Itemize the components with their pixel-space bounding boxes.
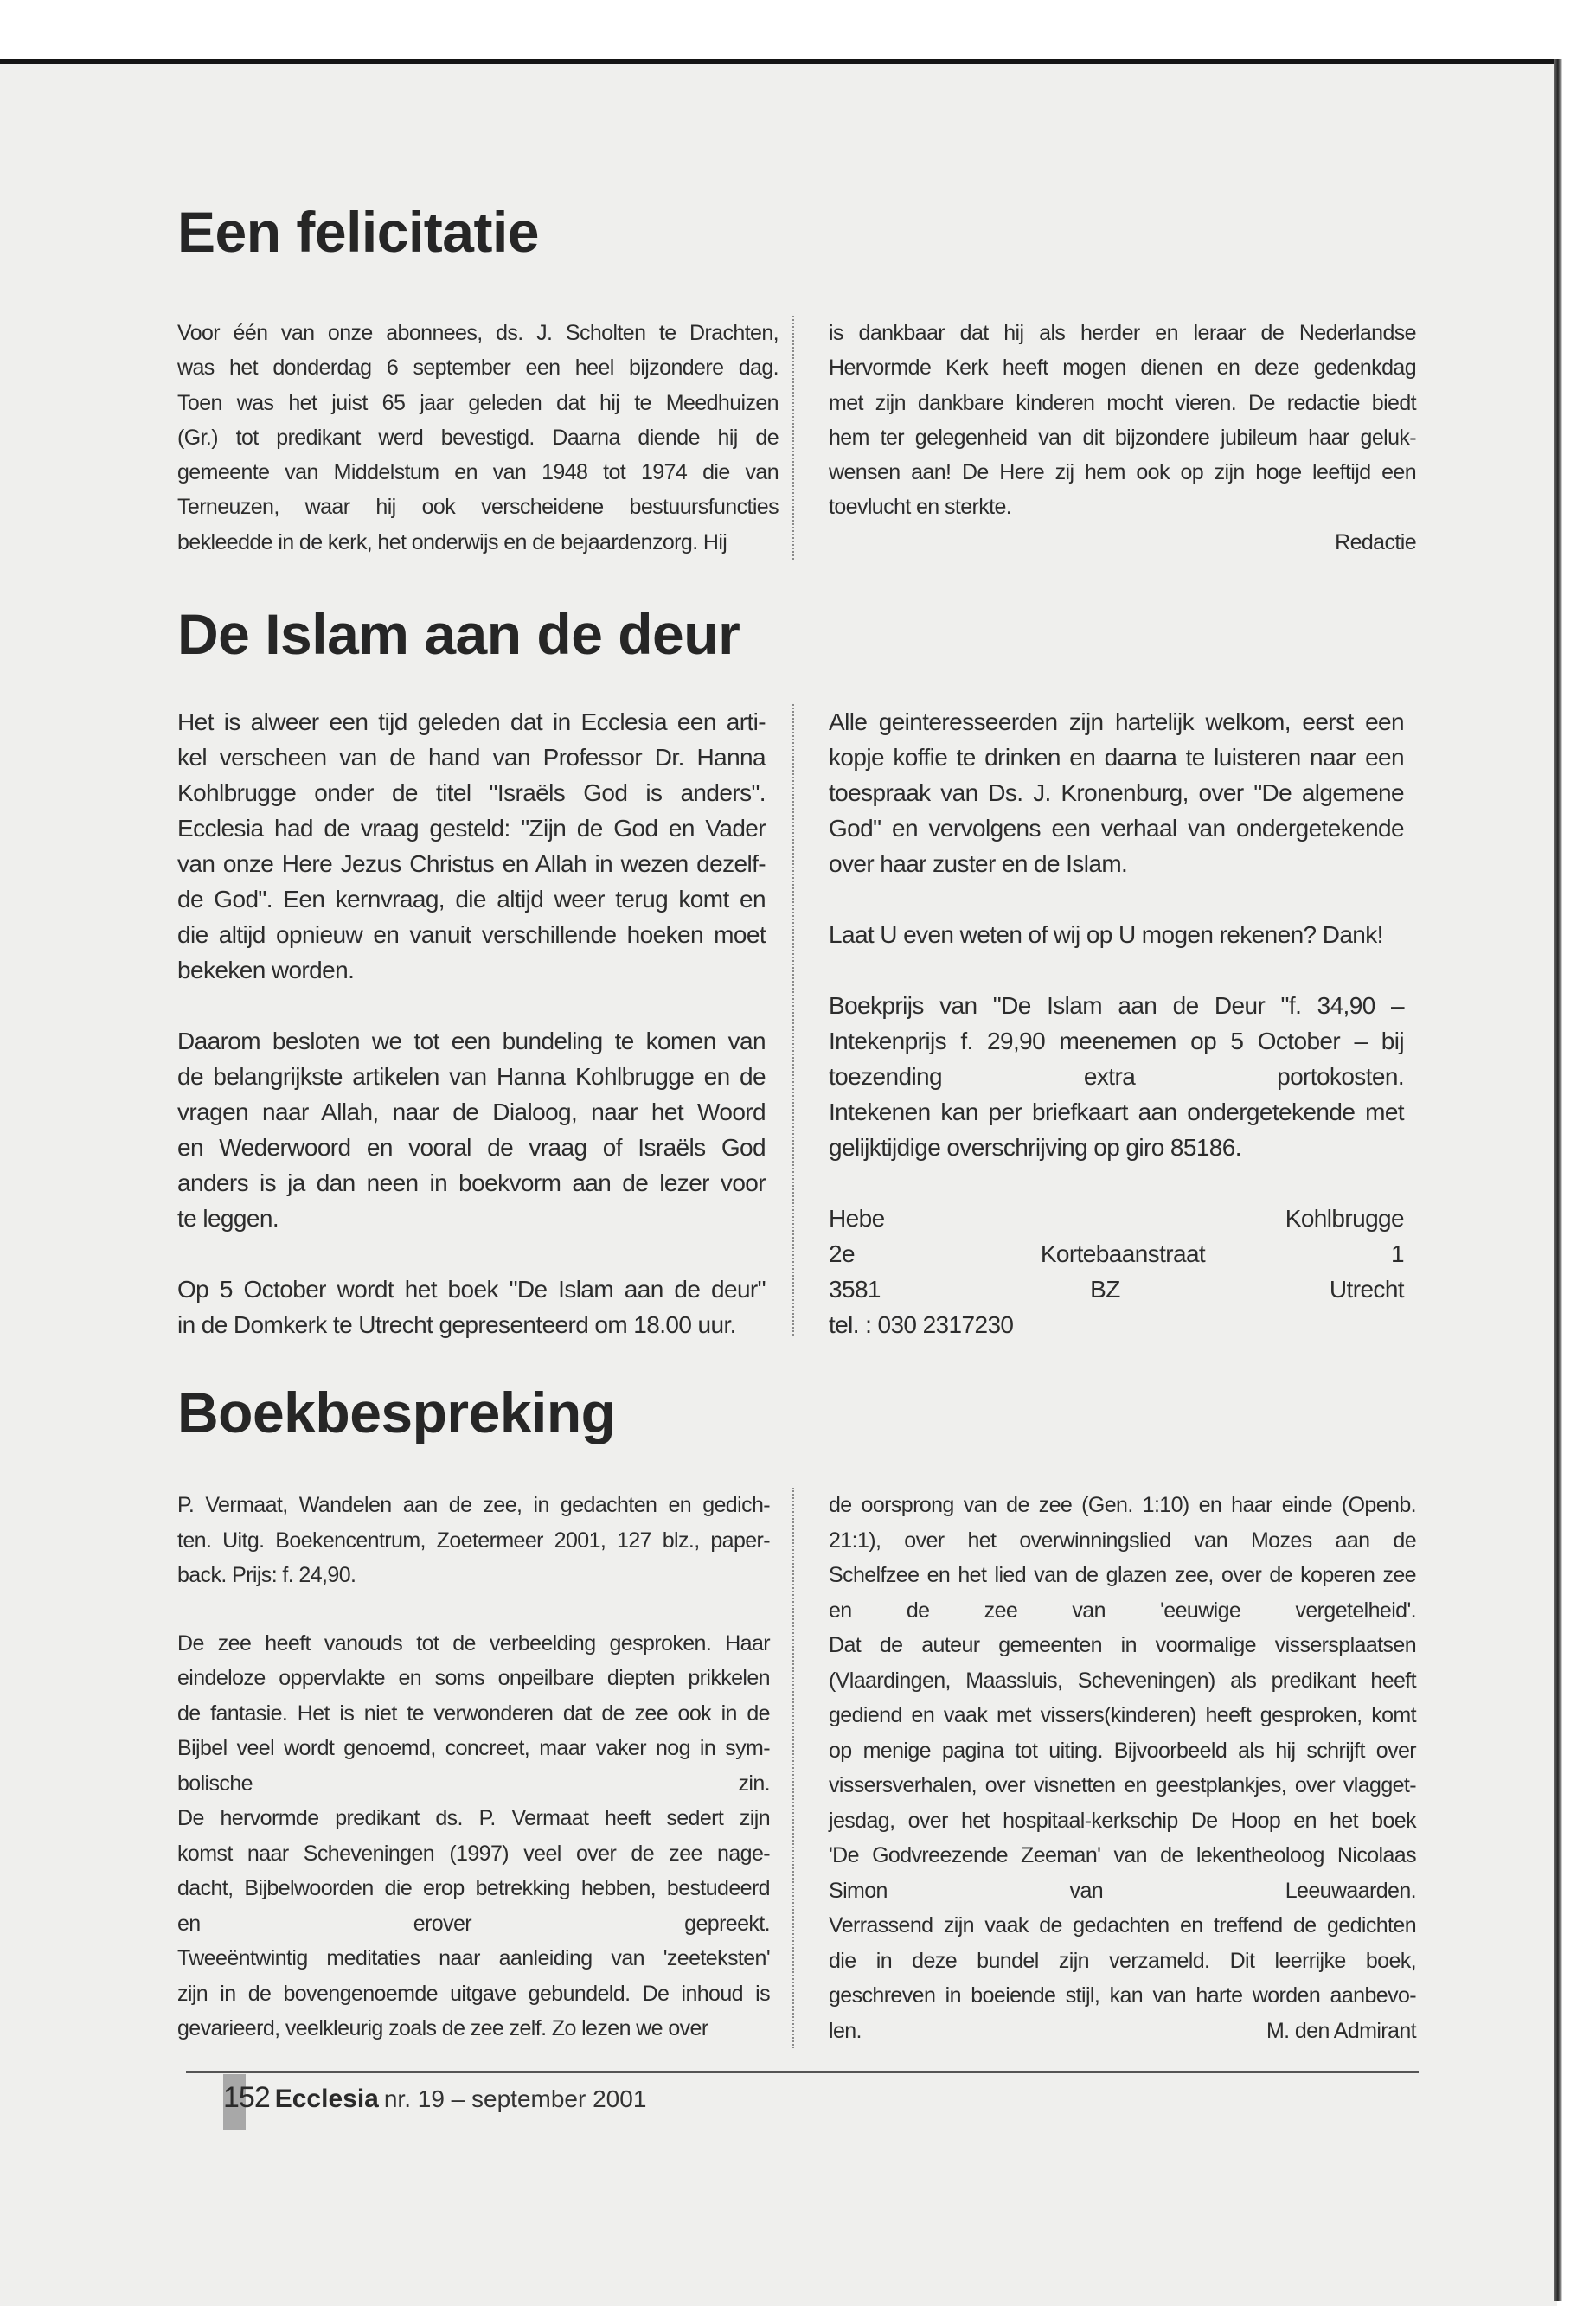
text-line: anders is ja dan neen in boekvorm aan de lezer voor (177, 1169, 766, 1196)
text-line: te leggen. (177, 1205, 279, 1232)
text-line: wensen aan! De Here zij hem ook op zijn hoge leeftijd een (829, 460, 1416, 485)
felicitatie-right-text (829, 316, 1416, 525)
text-line: God" en vervolgens een verhaal van ondergetekende (829, 815, 1404, 842)
text-line: Toen was het juist 65 jaar geleden dat hij te Meedhuizen (177, 390, 779, 415)
signature-redactie: Redactie (1335, 529, 1416, 554)
text-line: De zee heeft vanouds tot de verbeelding gesproken. Haar (177, 1630, 770, 1656)
text-line: 21:1), over het overwinningslied van Mozes aan de (829, 1528, 1416, 1553)
column-divider (792, 316, 794, 560)
heading-felicitatie: Een felicitatie (177, 200, 539, 264)
felicitatie-right-column (829, 316, 1416, 560)
text-line: gelijktijdige overschrijving op giro 85186. (829, 1134, 1241, 1161)
text-line: Intekenen kan per briefkaart aan ondergetekende met (829, 1099, 1404, 1125)
text-line: Laat U even weten of wij op U mogen rekenen? Dank! (829, 921, 1383, 948)
text-line: Boekprijs van "De Islam aan de Deur "f. 34,90 – (829, 992, 1404, 1019)
text-line: Verrassend zijn vaak de gedachten en treffend de gedichten (829, 1913, 1416, 1938)
text-line: in de Domkerk te Utrecht gepresenteerd om 18.00 uur. (177, 1311, 736, 1338)
footer (223, 2081, 646, 2115)
paragraph (829, 704, 1404, 881)
magazine-name: Ecclesia (274, 2085, 379, 2113)
text-line: bekleedde in de kerk, het onderwijs en de bejaardenzorg. Hij (177, 529, 727, 554)
text-line: was het donderdag 6 september een heel bijzondere dag. (177, 356, 779, 381)
text-line: ten. Uitg. Boekencentrum, Zoetermeer 2001, 127 blz., paper- (177, 1528, 770, 1553)
text-line: bekeken worden. (177, 957, 355, 983)
text-line: 'De Godvreezende Zeeman' van de lekentheoloog Nicolaas (829, 1843, 1416, 1867)
text-line: de belangrijkste artikelen van Hanna Kohlbrugge en de (177, 1063, 766, 1090)
paragraph (177, 1272, 766, 1342)
text-line: toevlucht en sterkte. (829, 495, 1012, 520)
text-line: de God". Een kernvraag, die altijd weer terug komt en (177, 886, 766, 913)
text-line: zijn in de bovengenoemde uitgave gebundeld. De inhoud is (177, 1981, 770, 2006)
paragraph (829, 1201, 1404, 1342)
text-line: Intekenprijs f. 29,90 meenemen op 5 October – bij (829, 1028, 1404, 1054)
text-line: Kohlbrugge onder de titel "Israëls God is anders". (177, 779, 766, 806)
text-line: Dat de auteur gemeenten in voormalige vissersplaatsen (829, 1633, 1416, 1657)
text-line: Simon van Leeuwaarden. (829, 1878, 1416, 1903)
column-divider (792, 1488, 794, 2048)
text-line: De hervormde predikant ds. P. Vermaat heeft sedert zijn (177, 1806, 770, 1830)
text-line: gemeente van Middelstum en van 1948 tot 1974 die van (177, 460, 779, 485)
boekbespreking-right-column (829, 1488, 1416, 2048)
text-line: Het is alweer een tijd geleden dat in Ecclesia een arti- (177, 708, 766, 735)
text-line: toespraak van Ds. J. Kronenburg, over "De algemene (829, 779, 1404, 806)
paragraph (177, 704, 766, 988)
text-line: Bijbel veel wordt genoemd, concreet, maar vaker nog in sym- (177, 1736, 770, 1760)
text-line: len. (829, 2018, 862, 2043)
text-line: Ecclesia had de vraag gesteld: "Zijn de God en Vader (177, 815, 766, 842)
page-edge-shadow (1554, 59, 1562, 2301)
text-line: Terneuzen, waar hij ook verscheidene bestuursfuncties (177, 495, 779, 520)
text-line: over haar zuster en de Islam. (829, 850, 1128, 877)
text-line: geschreven in boeiende stijl, kan van harte worden aanbevo- (829, 1983, 1416, 2008)
paragraph (829, 917, 1404, 952)
text-line: Hervormde Kerk heeft mogen dienen en deze gedenkdag (829, 356, 1416, 381)
text-line: en erover gepreekt. (177, 1911, 770, 1936)
text-line: en de zee van 'eeuwige vergetelheid'. (829, 1598, 1416, 1623)
text-line: gevarieerd, veelkleurig zoals de zee zelf. Zo lezen we over (177, 2016, 708, 2040)
text-line: de oorsprong van de zee (Gen. 1:10) en haar einde (Openb. (829, 1493, 1416, 1517)
heading-islam-aan-de-deur: De Islam aan de deur (177, 602, 740, 666)
paragraph (829, 1488, 1416, 2048)
felicitatie-left-column (177, 316, 779, 560)
text-line: dacht, Bijbelwoorden die erop betrekking hebben, bestudeerd (177, 1876, 770, 1900)
text-line: Voor één van onze abonnees, ds. J. Scholten te Drachten, (177, 321, 779, 345)
text-line: tel. : 030 2317230 (829, 1311, 1014, 1338)
text-line: met zijn dankbare kinderen mocht vieren. De redactie biedt (829, 390, 1416, 415)
text-line: gediend en vaak met vissers(kinderen) heeft gesproken, komt (829, 1703, 1416, 1727)
islam-left-column (177, 704, 766, 1342)
paragraph (829, 988, 1404, 1165)
text-line: van onze Here Jezus Christus en Allah in wezen dezelf- (177, 850, 766, 877)
text-line: kel verscheen van de hand van Professor Dr. Hanna (177, 744, 766, 771)
text-line: Schelfzee en het lied van de glazen zee, over de koperen zee (829, 1563, 1416, 1587)
text-line: Hebe Kohlbrugge (829, 1205, 1404, 1232)
text-line: vragen naar Allah, naar de Dialoog, naar het Woord (177, 1099, 766, 1125)
text-line: die in deze bundel zijn verzameld. Dit leerrijke boek, (829, 1948, 1416, 1973)
islam-right-column (829, 704, 1404, 1342)
boekbespreking-right-text (829, 1488, 1416, 2048)
text-line: (Gr.) tot predikant werd bevestigd. Daarna diende hij de (177, 425, 779, 450)
text-line: en Wederwoord en vooral de vraag of Israëls God (177, 1134, 766, 1161)
text-line: is dankbaar dat hij als herder en leraar de Nederlandse (829, 321, 1416, 345)
paragraph (829, 316, 1416, 525)
text-line: vissersverhalen, over visnetten en geestplankjes, over vlagget- (829, 1773, 1416, 1797)
paragraph (177, 1488, 770, 1593)
text-line: kopje koffie te drinken en daarna te luisteren naar een (829, 744, 1404, 771)
text-line: op menige pagina tot uiting. Bijvoorbeeld als hij schrijft over (829, 1738, 1416, 1763)
text-line: (Vlaardingen, Maassluis, Scheveningen) als predikant heeft (829, 1668, 1416, 1693)
text-line: die altijd opnieuw en vanuit verschillende hoeken moet (177, 921, 766, 948)
text-line: bolische zin. (177, 1771, 770, 1796)
text-line: 2e Kortebaanstraat 1 (829, 1240, 1404, 1267)
text-line: Alle geinteresseerden zijn hartelijk welkom, eerst een (829, 708, 1404, 735)
text-line: toezending extra portokosten. (829, 1063, 1404, 1090)
text-line: Tweeëntwintig meditaties naar aanleiding van 'zeeteksten' (177, 1946, 770, 1970)
issue-info: nr. 19 – september 2001 (383, 2085, 647, 2112)
text-line: jesdag, over het hospitaal-kerkschip De Hoop en het boek (829, 1808, 1416, 1833)
footer-rule (186, 2071, 1419, 2073)
paragraph (177, 1626, 770, 2047)
text-line: P. Vermaat, Wandelen aan de zee, in gedachten en gedich- (177, 1493, 770, 1517)
paragraph (177, 316, 779, 560)
text-line: 3581 BZ Utrecht (829, 1276, 1404, 1303)
text-line: de fantasie. Het is niet te verwonderen dat de zee ook in de (177, 1701, 770, 1726)
heading-boekbespreking: Boekbespreking (177, 1380, 616, 1444)
text-line: komst naar Scheveningen (1997) veel over de zee nage- (177, 1841, 770, 1866)
page-number: 152 (223, 2081, 270, 2114)
text-line: Op 5 October wordt het boek "De Islam aan de deur" (177, 1276, 766, 1303)
paragraph (177, 1023, 766, 1236)
signature-den-admirant: M. den Admirant (1266, 2018, 1416, 2043)
boekbespreking-left-column (177, 1488, 770, 2047)
text-line: Daarom besloten we tot een bundeling te komen van (177, 1028, 766, 1054)
text-line: hem ter gelegenheid van dit bijzondere jubileum haar geluk- (829, 425, 1416, 450)
text-line: back. Prijs: f. 24,90. (177, 1563, 356, 1587)
text-line: eindeloze oppervlakte en soms onpeilbare diepten prikkelen (177, 1666, 770, 1690)
column-divider (792, 704, 794, 1336)
